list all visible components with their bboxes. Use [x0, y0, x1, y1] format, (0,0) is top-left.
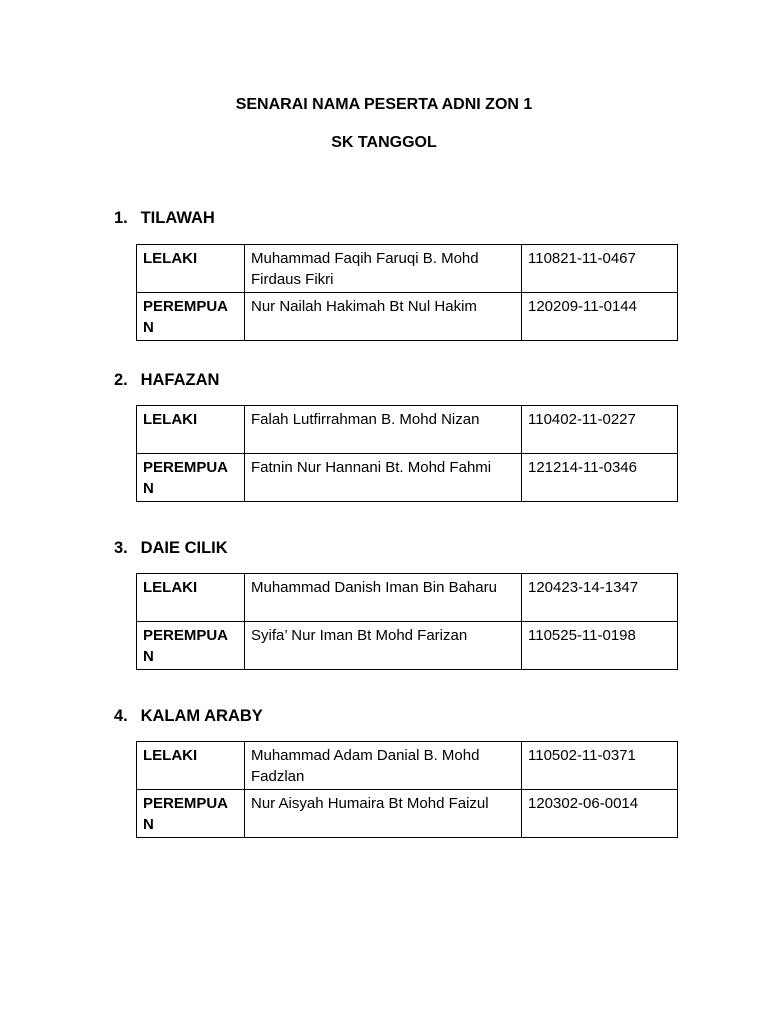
ic-number-cell: 120423-14-1347 [522, 574, 678, 622]
gender-cell: PEREMPUA N [137, 454, 245, 502]
gender-cell: LELAKI [137, 574, 245, 622]
gender-cell: PEREMPUA N [137, 790, 245, 838]
name-cell: Syifa’ Nur Iman Bt Mohd Farizan [245, 622, 522, 670]
participant-table [136, 405, 678, 502]
name-cell: Fatnin Nur Hannani Bt. Mohd Fahmi [245, 454, 522, 502]
name-cell: Falah Lutfirrahman B. Mohd Nizan [245, 406, 522, 454]
gender-cell: LELAKI [137, 245, 245, 293]
gender-cell: LELAKI [137, 406, 245, 454]
document-title: SENARAI NAMA PESERTA ADNI ZON 1 [235, 96, 533, 113]
table-row [137, 574, 678, 622]
table-row [137, 790, 678, 838]
table-row [137, 454, 678, 502]
section-heading [114, 539, 228, 558]
participant-table [136, 741, 678, 838]
section-title: TILAWAH [140, 209, 215, 227]
section-number: 4. [114, 707, 128, 725]
gender-cell: LELAKI [137, 742, 245, 790]
ic-number-cell: 110821-11-0467 [522, 245, 678, 293]
section-title: DAIE CILIK [140, 539, 228, 557]
table-row [137, 293, 678, 341]
gender-cell: PEREMPUA N [137, 293, 245, 341]
ic-number-cell: 110402-11-0227 [522, 406, 678, 454]
section-heading [114, 707, 263, 726]
name-cell: Muhammad Danish Iman Bin Baharu [245, 574, 522, 622]
table-row [137, 742, 678, 790]
section-title: HAFAZAN [140, 371, 220, 389]
table-row [137, 622, 678, 670]
name-cell: Muhammad Faqih Faruqi B. Mohd Firdaus Fikri [245, 245, 522, 293]
participant-table [136, 244, 678, 341]
section-heading [114, 209, 215, 228]
ic-number-cell: 110502-11-0371 [522, 742, 678, 790]
section-number: 3. [114, 539, 128, 557]
name-cell: Nur Nailah Hakimah Bt Nul Hakim [245, 293, 522, 341]
section-heading [114, 371, 219, 390]
school-name: SK TANGGOL [331, 134, 437, 151]
section-number: 2. [114, 371, 128, 389]
name-cell: Nur Aisyah Humaira Bt Mohd Faizul [245, 790, 522, 838]
section-number: 1. [114, 209, 128, 227]
participant-table [136, 573, 678, 670]
table-row [137, 406, 678, 454]
ic-number-cell: 110525-11-0198 [522, 622, 678, 670]
gender-cell: PEREMPUA N [137, 622, 245, 670]
ic-number-cell: 121214-11-0346 [522, 454, 678, 502]
name-cell: Muhammad Adam Danial B. Mohd Fadzlan [245, 742, 522, 790]
section-title: KALAM ARABY [140, 707, 263, 725]
ic-number-cell: 120209-11-0144 [522, 293, 678, 341]
ic-number-cell: 120302-06-0014 [522, 790, 678, 838]
table-row [137, 245, 678, 293]
